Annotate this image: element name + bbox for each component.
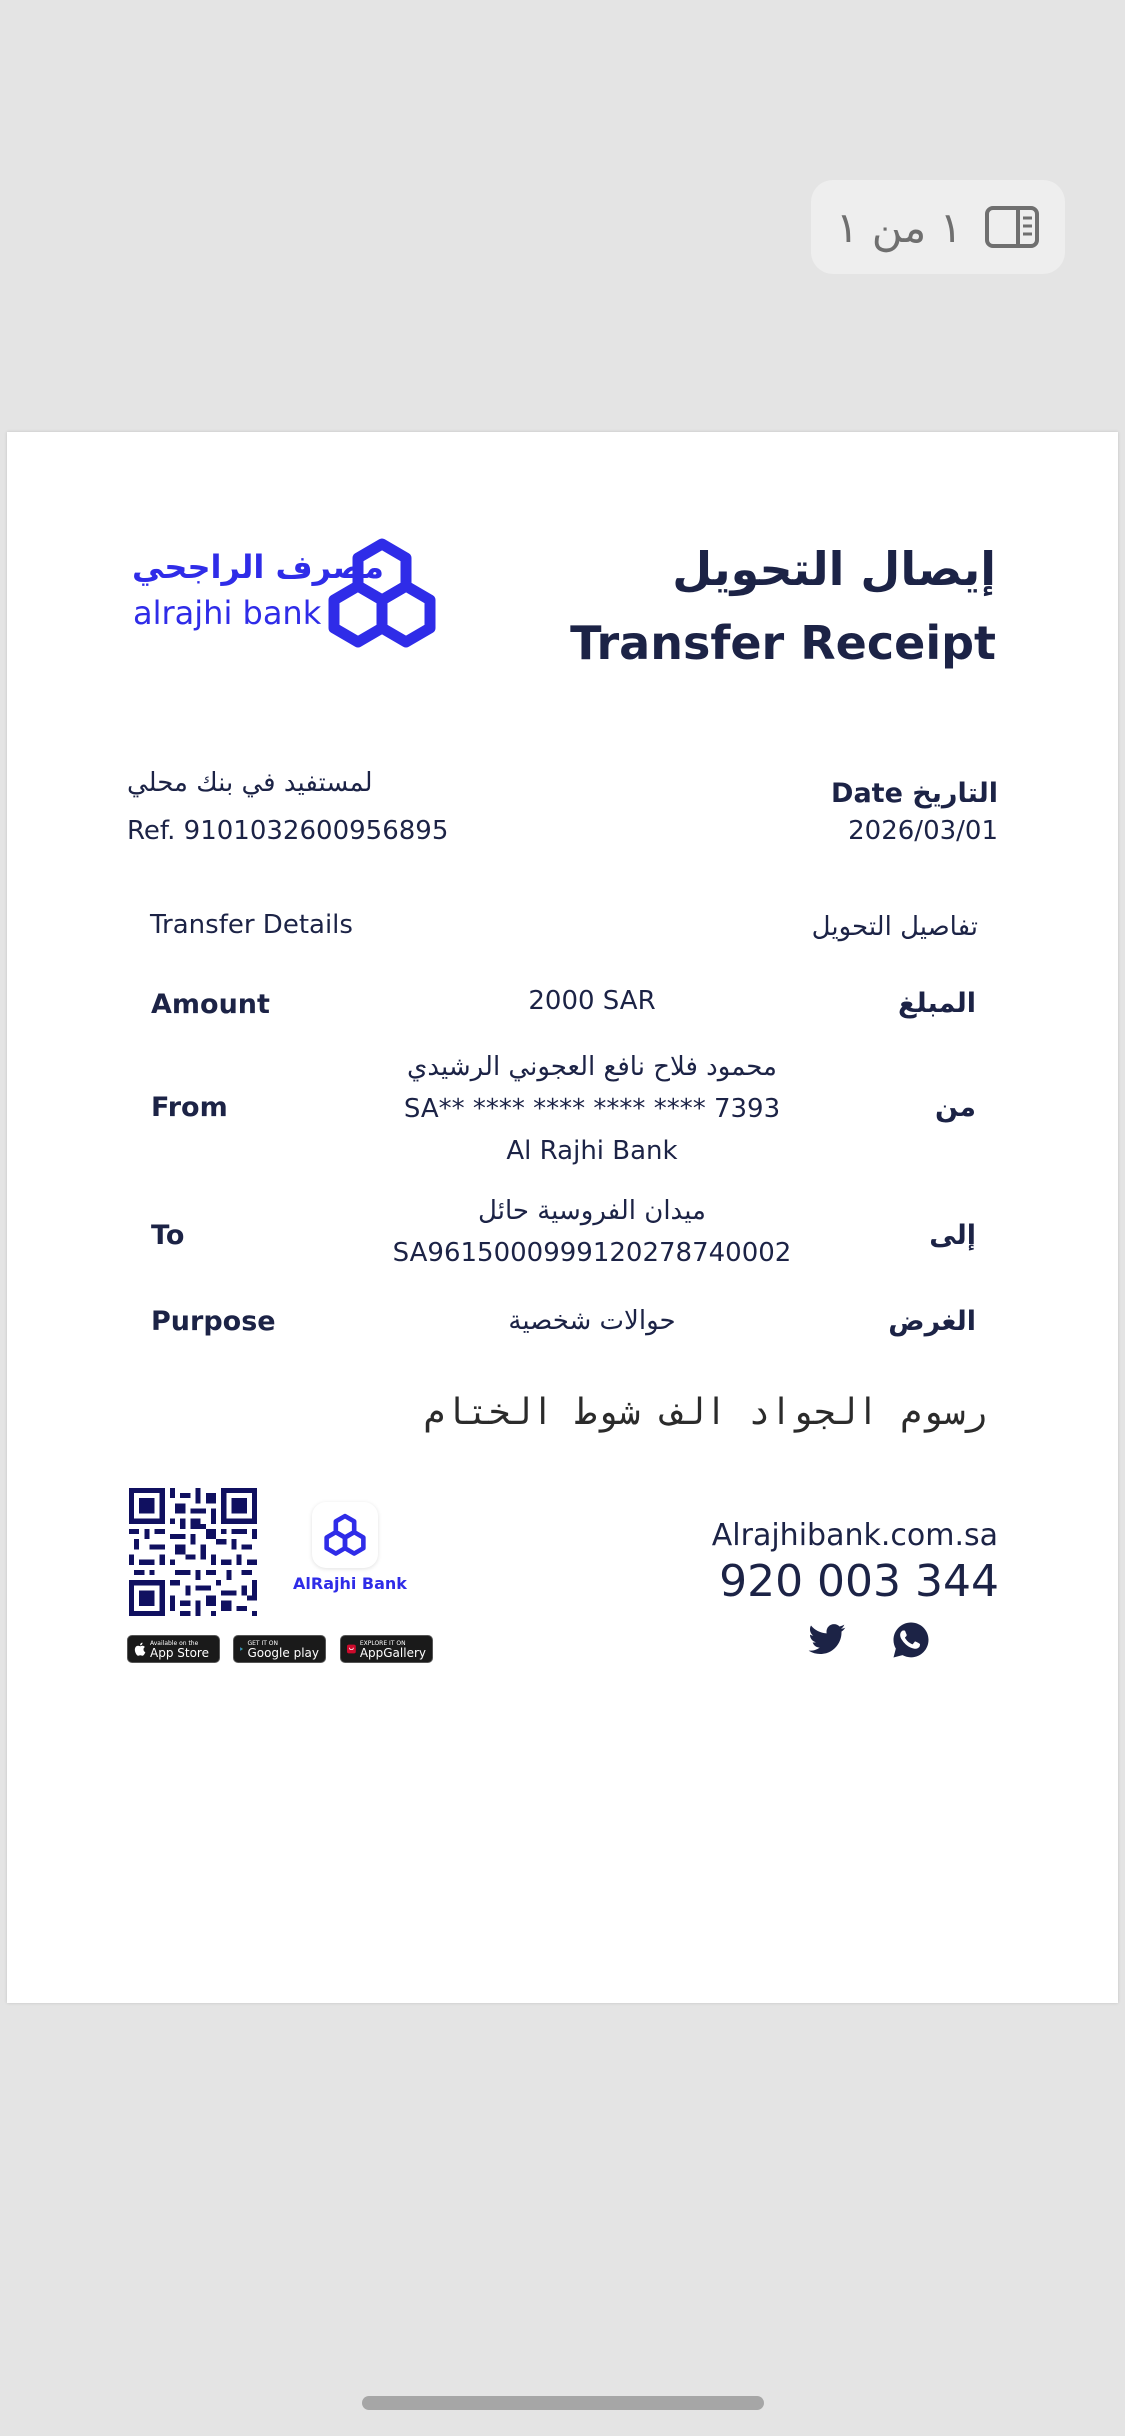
from-bank: Al Rajhi Bank xyxy=(506,1136,678,1166)
alrajhi-logo xyxy=(127,536,457,656)
alrajhi-emblem-small-icon xyxy=(322,1513,368,1557)
whatsapp-icon[interactable] xyxy=(891,1620,931,1660)
purpose-value: حوالات شخصية xyxy=(508,1306,676,1336)
title-arabic: إيصال التحويل xyxy=(672,542,996,596)
to-iban: SA9615000999120278740002 xyxy=(392,1238,792,1268)
from-account: SA** **** **** **** **** 7393 xyxy=(403,1094,781,1124)
google-play-badge[interactable] xyxy=(233,1635,326,1663)
app-store-label: App Store xyxy=(150,1645,209,1660)
reference-number: Ref. 9101032600956895 xyxy=(127,816,449,846)
beneficiary-type: لمستفيد في بنك محلي xyxy=(127,768,373,798)
reader-icon xyxy=(984,205,1040,249)
from-label-ar: من xyxy=(934,1092,976,1123)
date-value: 2026/03/01 xyxy=(848,816,998,846)
fees-note: رسوم الجواد الف شوط الختام xyxy=(423,1392,987,1433)
to-name: ميدان الفروسية حائل xyxy=(478,1196,706,1226)
from-name: محمود فلاح نافع العجوني الرشيدي xyxy=(407,1052,777,1082)
apple-icon xyxy=(134,1642,146,1656)
logo-english-text: alrajhi bank xyxy=(133,594,322,632)
appgallery-label: AppGallery xyxy=(359,1645,426,1660)
details-header-arabic: تفاصيل التحويل xyxy=(811,912,978,942)
to-label-en: To xyxy=(151,1220,185,1251)
home-indicator[interactable] xyxy=(362,2396,764,2410)
twitter-icon[interactable] xyxy=(807,1620,847,1660)
website-link[interactable]: Alrajhibank.com.sa xyxy=(711,1518,998,1553)
alrajhi-emblem-icon xyxy=(322,536,442,651)
appgallery-badge[interactable] xyxy=(340,1635,433,1663)
purpose-label-en: Purpose xyxy=(151,1306,276,1337)
transfer-receipt xyxy=(7,432,1118,2003)
alrajhi-app-icon[interactable] xyxy=(312,1502,378,1568)
amount-label-ar: المبلغ xyxy=(898,988,976,1019)
phone-number[interactable]: 920 003 344 xyxy=(719,1556,999,1607)
page-indicator[interactable] xyxy=(811,180,1065,274)
huawei-icon xyxy=(347,1642,356,1656)
to-label-ar: إلى xyxy=(929,1220,976,1251)
qr-code xyxy=(129,1488,257,1616)
google-play-icon xyxy=(240,1642,243,1656)
page-count-label: ١ من ١ xyxy=(835,202,963,252)
google-play-label: Google play xyxy=(247,1645,319,1660)
google-play-caption: GET IT ON xyxy=(247,1639,279,1647)
date-label: التاريخ Date xyxy=(831,778,998,809)
details-header-english: Transfer Details xyxy=(150,910,353,940)
title-english: Transfer Receipt xyxy=(570,616,996,670)
amount-label-en: Amount xyxy=(151,989,270,1020)
appgallery-caption: EXPLORE IT ON xyxy=(359,1639,406,1647)
from-label-en: From xyxy=(151,1092,228,1123)
purpose-label-ar: الغرض xyxy=(888,1306,976,1337)
app-name: AlRajhi Bank xyxy=(293,1574,407,1593)
app-store-caption: Available on the xyxy=(150,1639,199,1647)
logo-arabic-text: مصرف الراجحي xyxy=(132,548,384,586)
app-store-badge[interactable] xyxy=(127,1635,220,1663)
amount-value: 2000 SAR xyxy=(528,986,656,1016)
